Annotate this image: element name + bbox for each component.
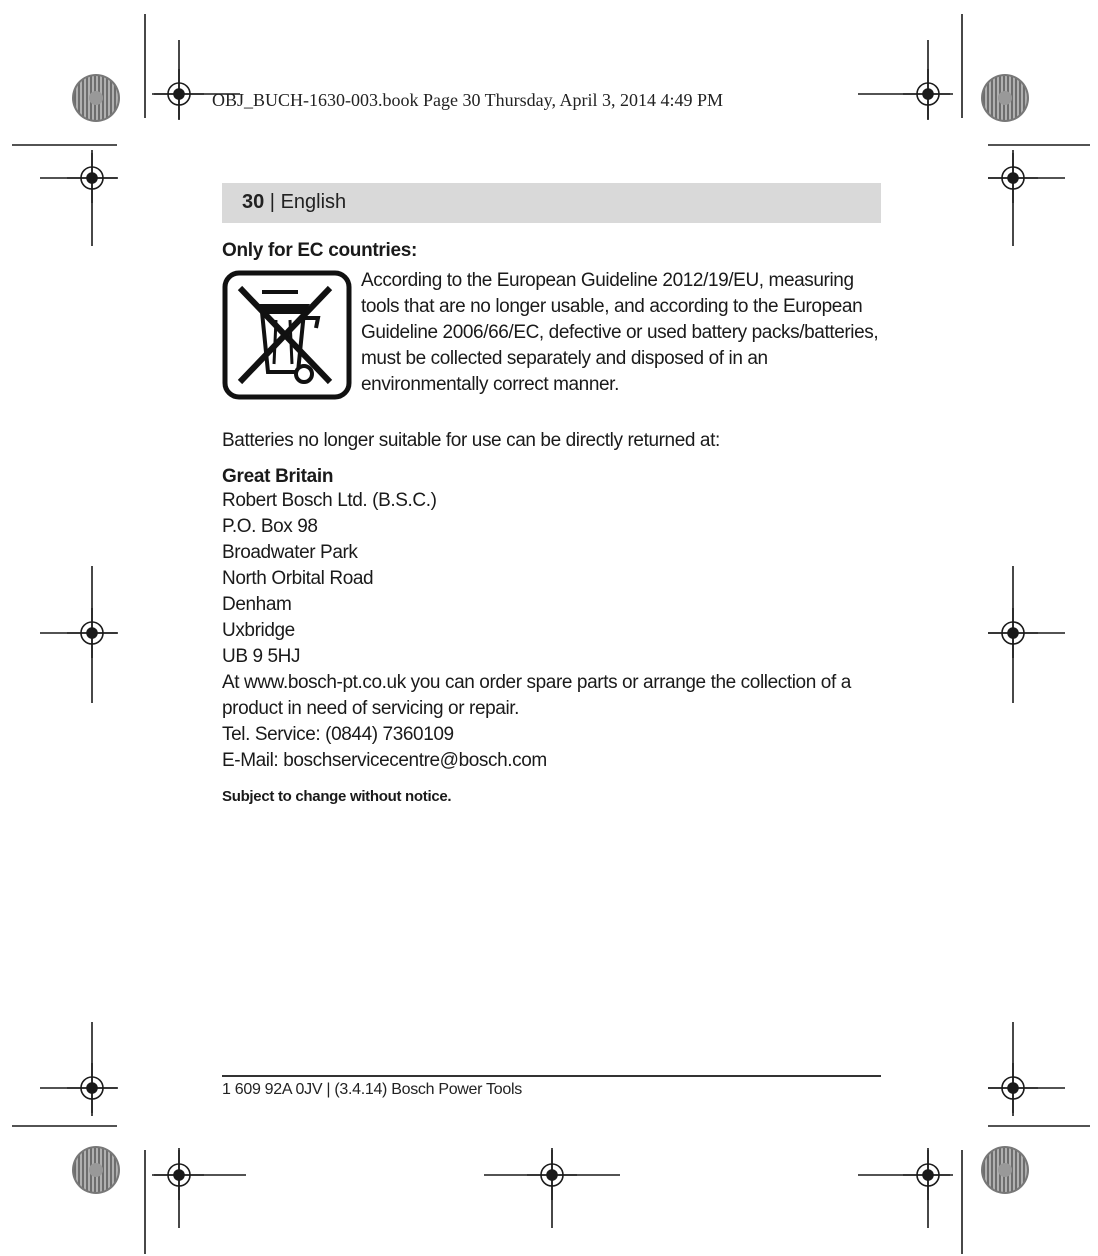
page-footer: 1 609 92A 0JV | (3.4.14) Bosch Power Tools bbox=[222, 1081, 522, 1098]
address-line: Broadwater Park bbox=[222, 542, 358, 563]
service-text: At www.bosch-pt.co.uk you can order spare parts or arrange the collection of a product in need of servicing or repair. bbox=[222, 672, 851, 719]
address-line: UB 9 5HJ bbox=[222, 646, 301, 667]
page-header bbox=[222, 183, 881, 223]
address-line: P.O. Box 98 bbox=[222, 516, 318, 537]
header-language: English bbox=[280, 191, 347, 213]
service-address bbox=[222, 488, 884, 774]
service-phone: Tel. Service: (0844) 7360109 bbox=[222, 724, 454, 745]
change-notice: Subject to change without notice. bbox=[222, 788, 452, 805]
address-line: North Orbital Road bbox=[222, 568, 374, 589]
page-number: 30 bbox=[242, 191, 265, 213]
ec-section bbox=[222, 268, 884, 400]
great-britain-heading: Great Britain bbox=[222, 466, 334, 487]
ec-disposal-text: According to the European Guideline 2012/19/EU, measuring tools that are no longer usable, and according to the European Guideline 2006/66/EC, defective or used battery packs/batteries, must be collected separately and disposed of in an environmentally correct manner. bbox=[361, 270, 879, 395]
ec-heading: Only for EC countries: bbox=[222, 240, 418, 261]
address-line: Denham bbox=[222, 594, 292, 615]
service-email: E-Mail: boschservicecentre@bosch.com bbox=[222, 750, 547, 771]
file-slug: OBJ_BUCH-1630-003.book Page 30 Thursday, April 3, 2014 4:49 PM bbox=[212, 90, 724, 110]
address-line: Robert Bosch Ltd. (B.S.C.) bbox=[222, 490, 437, 511]
header-separator: | bbox=[264, 191, 281, 213]
address-line: Uxbridge bbox=[222, 620, 295, 641]
footer-rule bbox=[222, 1075, 881, 1077]
main-content bbox=[222, 240, 884, 805]
batteries-return-text: Batteries no longer suitable for use can be directly returned at: bbox=[222, 430, 720, 451]
crossed-out-wheelie-bin-icon bbox=[222, 270, 352, 400]
